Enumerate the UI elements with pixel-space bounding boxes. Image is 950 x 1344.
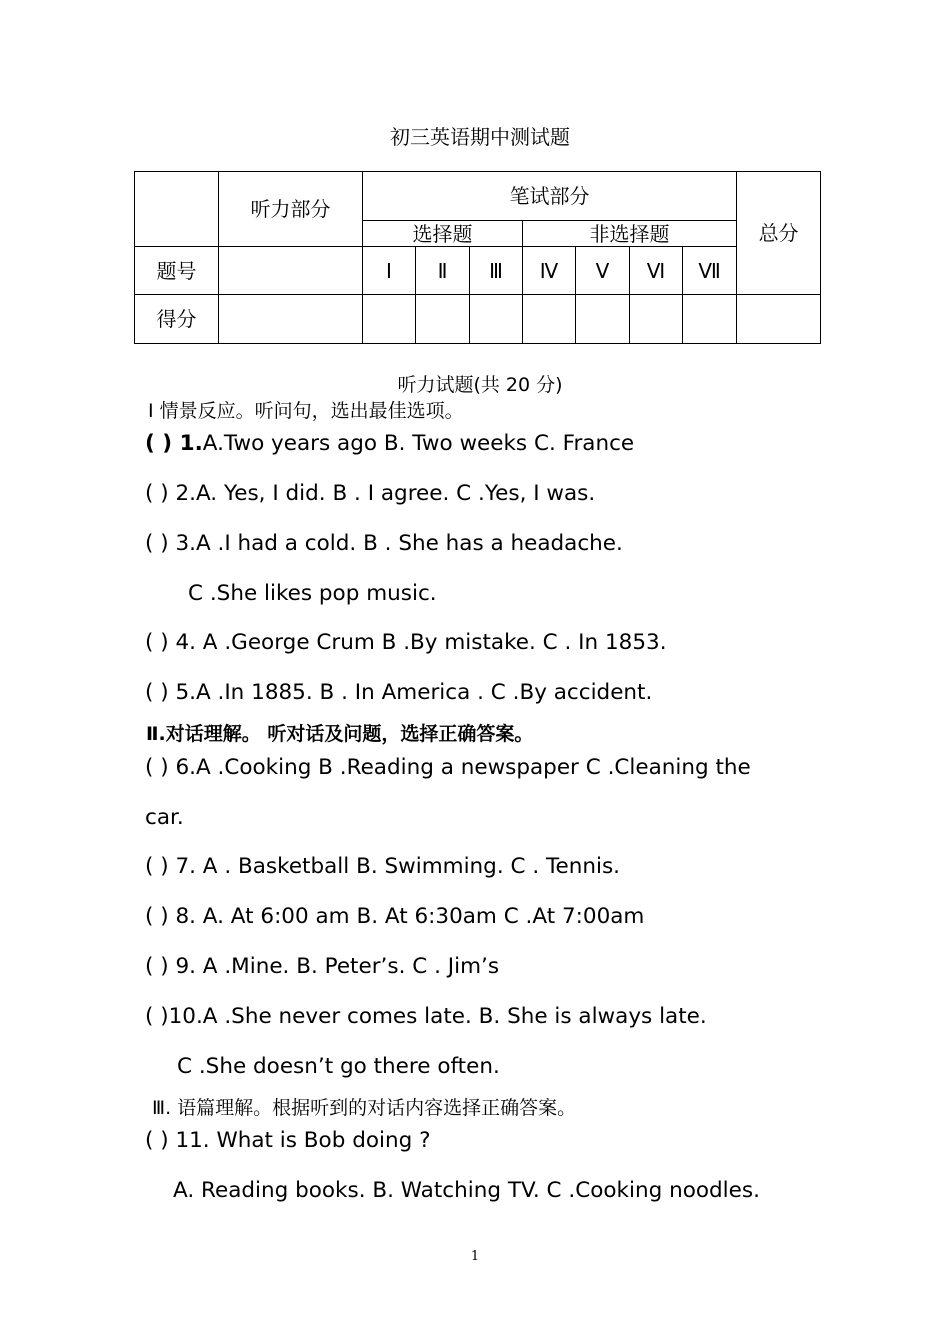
question-line: ( ) 3.A .I had a cold. B . She has a headache.	[145, 531, 623, 556]
question-line: C .She likes pop music.	[188, 581, 437, 606]
score-cell	[576, 295, 630, 344]
question-line: ( ) 9. A .Mine. B. Peter’s. C . Jim’s	[145, 954, 500, 979]
written-header: 笔试部分	[363, 172, 737, 221]
section-2-heading: Ⅱ.对话理解。 听对话及问题，选择正确答案。	[146, 723, 534, 745]
question-line: ( ) 6.A .Cooking B .Reading a newspaper C .Cleaning the	[145, 755, 751, 780]
question-line: car.	[145, 805, 184, 830]
question-line: ( )10.A .She never comes late. B. She is always late.	[145, 1004, 707, 1029]
numeral-cell: Ⅳ	[523, 247, 576, 295]
score-cell	[523, 295, 576, 344]
score-cell	[630, 295, 683, 344]
score-cell	[683, 295, 737, 344]
question-line: ( ) 4. A .George Crum B .By mistake. C . In 1853.	[145, 630, 667, 655]
numeral-cell: Ⅱ	[416, 247, 470, 295]
numeral-cell: Ⅰ	[363, 247, 416, 295]
numeral-cell: Ⅵ	[630, 247, 683, 295]
score-table	[134, 171, 821, 344]
listening-title: 听力试题(共 20 分)	[397, 374, 563, 396]
question-line: ( ) 7. A . Basketball B. Swimming. C . Tennis.	[145, 854, 620, 879]
numeral-cell: Ⅲ	[470, 247, 523, 295]
score-cell	[219, 295, 363, 344]
corner-cell	[135, 172, 219, 247]
question-line: ( ) 8. A. At 6:00 am B. At 6:30am C .At 7:00am	[145, 904, 645, 929]
question-number: ( ) 1.	[145, 431, 203, 456]
question-line: ( ) 11. What is Bob doing ?	[145, 1128, 431, 1153]
section-1-heading: Ⅰ 情景反应。听问句，选出最佳选项。	[148, 400, 464, 422]
question-line	[145, 431, 634, 456]
score-cell	[363, 295, 416, 344]
question-options: A.Two years ago B. Two weeks C. France	[202, 431, 635, 456]
question-line: ( ) 5.A .In 1885. B . In America . C .By accident.	[145, 680, 653, 705]
score-cell	[416, 295, 470, 344]
page-number: 1	[470, 1249, 480, 1264]
question-line: A. Reading books. B. Watching TV. C .Cooking noodles.	[173, 1178, 760, 1203]
row-label-score: 得分	[135, 295, 219, 344]
numeral-cell: Ⅴ	[576, 247, 630, 295]
total-header: 总分	[737, 172, 821, 295]
score-cell	[470, 295, 523, 344]
section-3-heading: Ⅲ. 语篇理解。根据听到的对话内容选择正确答案。	[152, 1097, 577, 1119]
non-choice-header: 非选择题	[523, 221, 737, 247]
listening-number-cell	[219, 247, 363, 295]
listening-header: 听力部分	[219, 172, 363, 247]
question-line: ( ) 2.A. Yes, I did. B . I agree. C .Yes, I was.	[145, 481, 596, 506]
row-label-number: 题号	[135, 247, 219, 295]
choice-header: 选择题	[363, 221, 523, 247]
page-title: 初三英语期中测试题	[390, 125, 570, 149]
score-cell	[737, 295, 821, 344]
numeral-cell: Ⅶ	[683, 247, 737, 295]
question-line: C .She doesn’t go there often.	[177, 1054, 500, 1079]
